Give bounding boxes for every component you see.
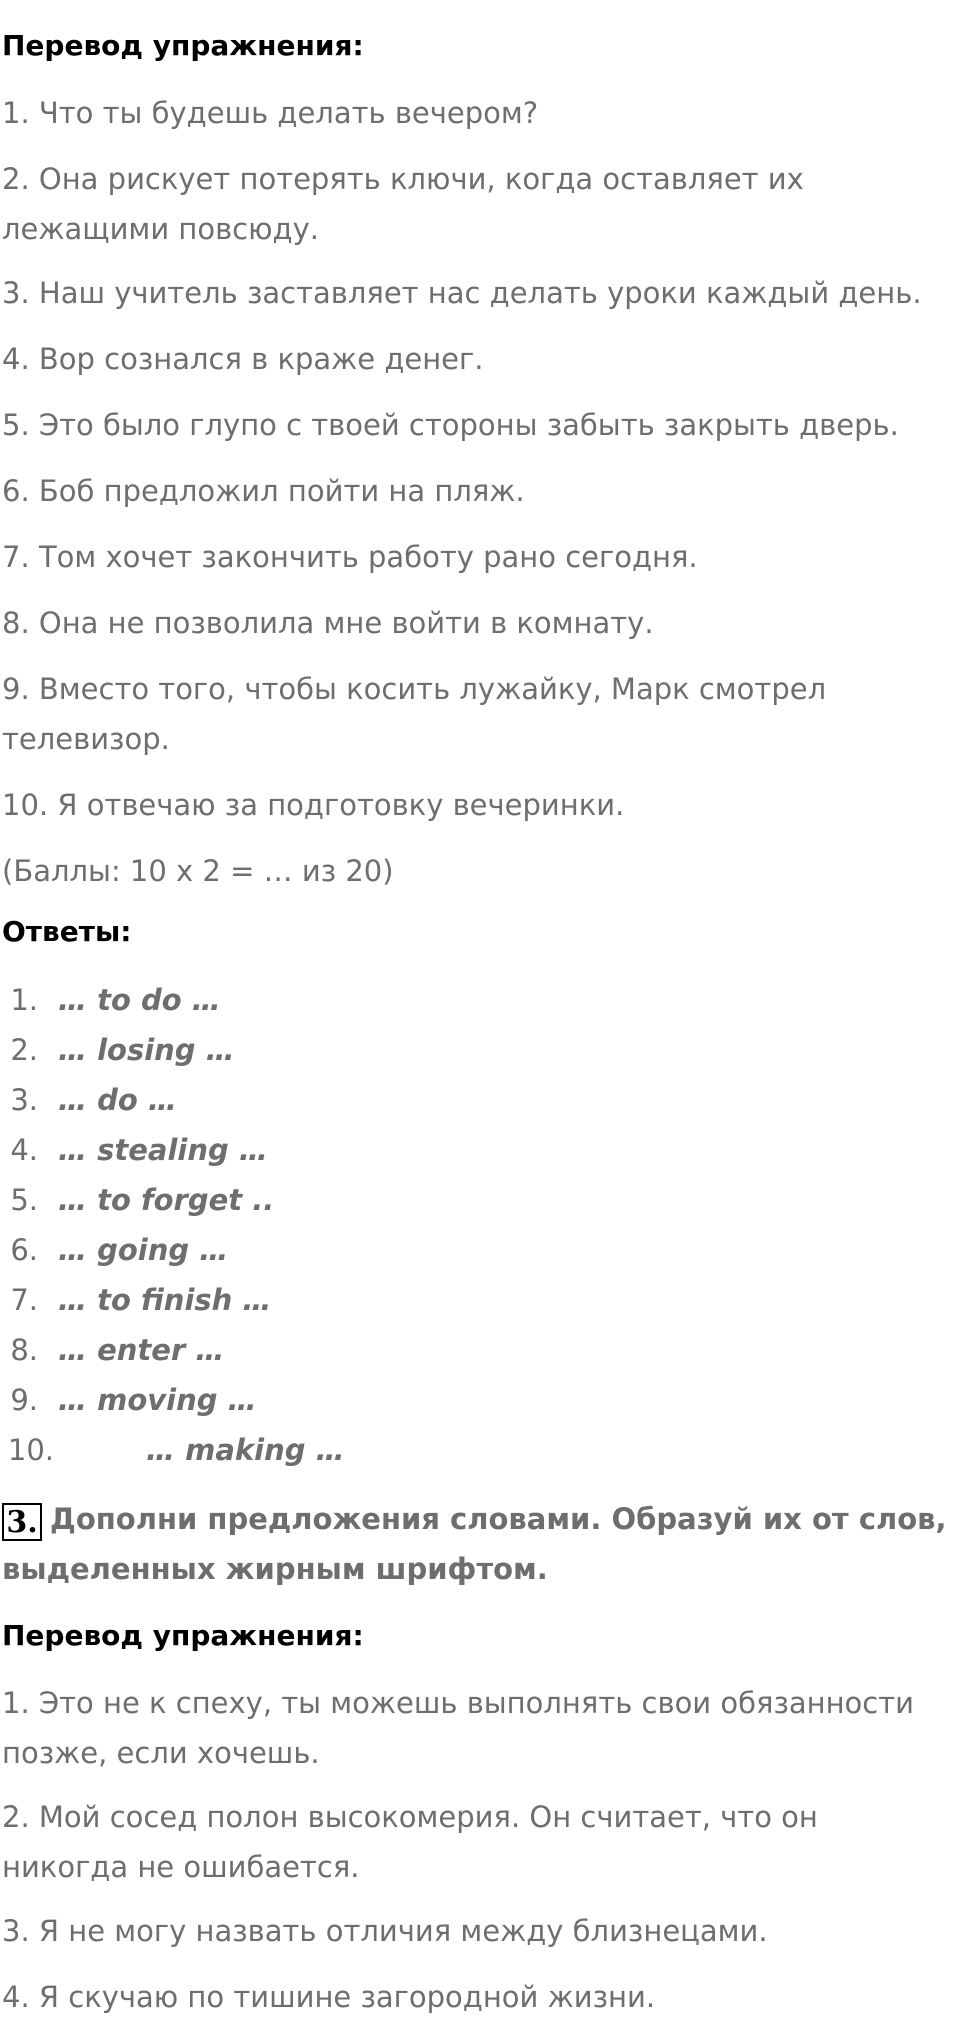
answer-text: … enter …	[58, 1333, 225, 1367]
translation-line: 3. Наш учитель заставляет нас делать уроки каждый день.	[2, 276, 922, 310]
answer-text: … do …	[58, 1083, 177, 1117]
answer-number: 4.	[10, 1133, 38, 1167]
answer-text: … going …	[58, 1233, 229, 1267]
translation-line: позже, если хочешь.	[2, 1736, 320, 1770]
translation-line: 6. Боб предложил пойти на пляж.	[2, 474, 525, 508]
answer-item	[0, 1425, 345, 1475]
translation-line: 2. Мой сосед полон высокомерия. Он считает, что он	[2, 1800, 818, 1834]
answer-number: 2.	[10, 1033, 38, 1067]
answer-number: 3.	[10, 1083, 38, 1117]
translation-line: 4. Вор сознался в краже денег.	[2, 342, 484, 376]
translation-line: телевизор.	[2, 722, 170, 756]
answer-item	[0, 1075, 345, 1125]
answer-number: 8.	[10, 1333, 38, 1367]
translation-line: 9. Вместо того, чтобы косить лужайку, Марк смотрел	[2, 672, 827, 706]
answer-text: … stealing …	[58, 1133, 268, 1167]
translation-line: 7. Том хочет закончить работу рано сегодня.	[2, 540, 698, 574]
answer-item	[0, 1275, 345, 1325]
answers-heading: Ответы:	[2, 915, 132, 948]
translation-line: 2. Она рискует потерять ключи, когда оставляет их	[2, 162, 804, 196]
score-line: (Баллы: 10 x 2 = … из 20)	[2, 854, 394, 888]
answer-text: … to finish …	[58, 1283, 272, 1317]
answers-list	[0, 975, 345, 1475]
task-3-instruction	[2, 1494, 952, 1594]
translation-line: 10. Я отвечаю за подготовку вечеринки.	[2, 788, 625, 822]
answer-number: 6.	[10, 1233, 38, 1267]
answer-text: … losing …	[58, 1033, 235, 1067]
answer-item	[0, 975, 345, 1025]
answer-number: 10.	[7, 1433, 54, 1467]
answer-item	[0, 1225, 345, 1275]
answer-text: … to forget ..	[58, 1183, 275, 1217]
task-3-text: Дополни предложения словами. Образуй их от слов, выделенных жирным шрифтом.	[2, 1502, 947, 1586]
answer-text: … making …	[146, 1433, 345, 1467]
answer-item	[0, 1375, 345, 1425]
translation-line: 1. Это не к спеху, ты можешь выполнять свои обязанности	[2, 1686, 914, 1720]
translation-line: 4. Я скучаю по тишине загородной жизни.	[2, 1980, 656, 2014]
answer-number: 5.	[10, 1183, 38, 1217]
answer-number: 9.	[10, 1383, 38, 1417]
answer-item	[0, 1025, 345, 1075]
answer-item	[0, 1125, 345, 1175]
translation-line: 3. Я не могу назвать отличия между близнецами.	[2, 1914, 768, 1948]
translation-line: 5. Это было глупо с твоей стороны забыть закрыть дверь.	[2, 408, 899, 442]
translation-line: 1. Что ты будешь делать вечером?	[2, 96, 539, 130]
task-number-box: 3.	[2, 1503, 42, 1541]
answer-number: 7.	[10, 1283, 38, 1317]
translation-heading-2: Перевод упражнения:	[2, 1619, 364, 1652]
translation-line: никогда не ошибается.	[2, 1850, 360, 1884]
answer-item	[0, 1175, 345, 1225]
translation-line: лежащими повсюду.	[2, 212, 319, 246]
translation-heading: Перевод упражнения:	[2, 29, 364, 62]
translation-line: 8. Она не позволила мне войти в комнату.	[2, 606, 654, 640]
answer-number: 1.	[10, 983, 38, 1017]
answer-text: … to do …	[58, 983, 221, 1017]
answer-item	[0, 1325, 345, 1375]
answer-text: … moving …	[58, 1383, 257, 1417]
